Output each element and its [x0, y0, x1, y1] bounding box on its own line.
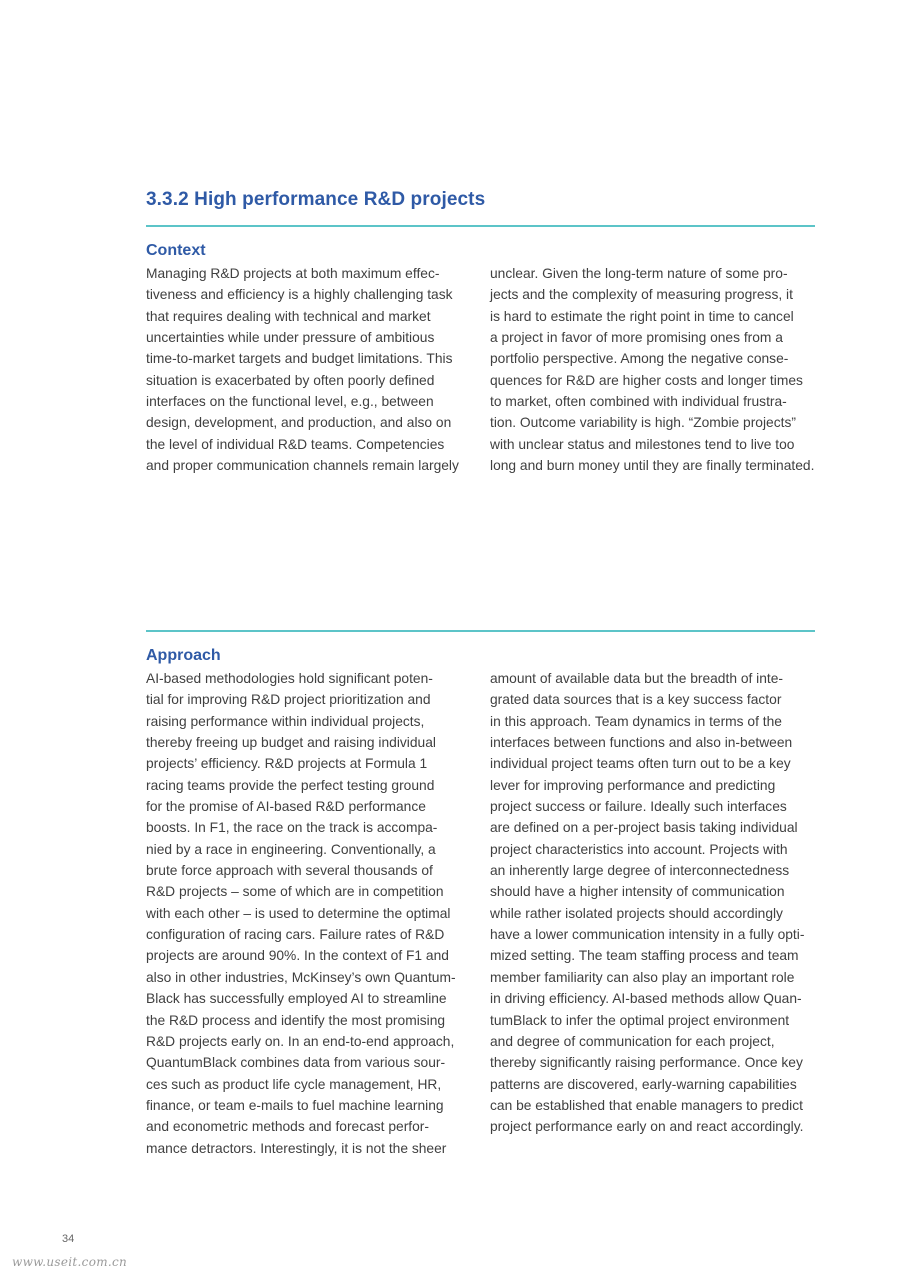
text-line: to market, often combined with individual frustra-: [490, 394, 787, 410]
text-line: patterns are discovered, early-warning capabilities: [490, 1076, 797, 1092]
text-line: tion. Outcome variability is high. “Zombie projects”: [490, 415, 796, 431]
text-line: the R&D process and identify the most promising: [146, 1012, 446, 1028]
text-line: have a lower communication intensity in a fully opti-: [490, 927, 805, 943]
text-line: projects’ efficiency. R&D projects at Formula 1: [146, 756, 428, 772]
text-line: boosts. In F1, the race on the track is accompa-: [146, 820, 438, 836]
text-line: the level of individual R&D teams. Competencies: [146, 436, 445, 452]
approach-column-right: [490, 668, 812, 1138]
text-line: portfolio perspective. Among the negative conse-: [490, 351, 789, 367]
text-line: situation is exacerbated by often poorly defined: [146, 372, 435, 388]
watermark: www.useit.com.cn: [12, 1255, 128, 1269]
text-line: jects and the complexity of measuring progress, it: [490, 287, 793, 303]
page-number: 34: [62, 1233, 75, 1245]
context-heading: Context: [146, 242, 206, 259]
text-line: for the promise of AI-based R&D performance: [146, 799, 426, 815]
text-line: uncertainties while under pressure of ambitious: [146, 330, 435, 346]
text-line: tial for improving R&D project prioritization and: [146, 692, 431, 708]
text-line: unclear. Given the long-term nature of some pro-: [490, 266, 788, 281]
text-line: and degree of communication for each project,: [490, 1033, 775, 1049]
text-line: member familiarity can also play an important role: [490, 969, 795, 985]
text-line: tiveness and efficiency is a highly challenging task: [146, 287, 453, 303]
section-title: 3.3.2 High performance R&D projects: [146, 189, 486, 210]
text-line: project success or failure. Ideally such interfaces: [490, 799, 787, 815]
text-line: interfaces between functions and also in-between: [490, 735, 793, 751]
text-line: an inherently large degree of interconnectedness: [490, 863, 790, 879]
text-line: AI-based methodologies hold significant poten-: [146, 671, 433, 686]
text-line: in driving efficiency. AI-based methods allow Quan-: [490, 991, 802, 1007]
text-line: interfaces on the functional level, e.g., between: [146, 394, 434, 410]
text-line: that requires dealing with technical and market: [146, 308, 431, 324]
text-line: Managing R&D projects at both maximum effec-: [146, 266, 440, 281]
context-column-left: [146, 263, 468, 476]
text-line: design, development, and production, and also on: [146, 415, 452, 431]
text-line: R&D projects – some of which are in competition: [146, 884, 444, 900]
text-line: while rather isolated projects should accordingly: [490, 905, 783, 921]
section-divider-top: [146, 225, 815, 227]
text-line: a project in favor of more promising ones from a: [490, 330, 783, 346]
text-line: raising performance within individual projects,: [146, 713, 425, 729]
text-line: quences for R&D are higher costs and longer times: [490, 372, 803, 388]
text-line: and econometric methods and forecast perfor-: [146, 1119, 429, 1135]
text-line: also in other industries, McKinsey’s own Quantum-: [146, 969, 456, 985]
text-line: ces such as product life cycle management, HR,: [146, 1076, 442, 1092]
text-line: time-to-market targets and budget limitations. This: [146, 351, 453, 367]
section-divider-middle: [146, 630, 815, 632]
text-line: nied by a race in engineering. Conventionally, a: [146, 841, 436, 857]
text-line: in this approach. Team dynamics in terms of the: [490, 713, 782, 729]
approach-heading: Approach: [146, 647, 221, 664]
text-line: configuration of racing cars. Failure rates of R&D: [146, 927, 445, 943]
text-line: project performance early on and react accordingly.: [490, 1119, 804, 1135]
text-line: tumBlack to infer the optimal project environment: [490, 1012, 790, 1028]
text-line: long and burn money until they are finally terminated.: [490, 458, 815, 474]
text-line: should have a higher intensity of communication: [490, 884, 785, 900]
text-line: is hard to estimate the right point in time to cancel: [490, 308, 794, 324]
approach-column-left: [146, 668, 468, 1159]
text-line: R&D projects early on. In an end-to-end approach,: [146, 1033, 455, 1049]
text-line: projects are around 90%. In the context of F1 and: [146, 948, 449, 964]
context-column-right: [490, 263, 815, 476]
text-line: mized setting. The team staffing process and team: [490, 948, 799, 964]
text-line: QuantumBlack combines data from various sour-: [146, 1055, 446, 1071]
text-line: grated data sources that is a key success factor: [490, 692, 782, 708]
text-line: with each other – is used to determine the optimal: [146, 905, 451, 921]
text-line: racing teams provide the perfect testing ground: [146, 777, 435, 793]
text-line: with unclear status and milestones tend to live too: [490, 436, 795, 452]
text-line: and proper communication channels remain largely: [146, 458, 459, 474]
text-line: brute force approach with several thousands of: [146, 863, 433, 879]
text-line: can be established that enable managers to predict: [490, 1097, 803, 1113]
text-line: individual project teams often turn out to be a key: [490, 756, 791, 772]
text-line: project characteristics into account. Projects with: [490, 841, 788, 857]
text-line: amount of available data but the breadth of inte-: [490, 671, 784, 686]
text-line: finance, or team e-mails to fuel machine learning: [146, 1097, 444, 1113]
text-line: Black has successfully employed AI to streamline: [146, 991, 447, 1007]
text-line: thereby significantly raising performance. Once key: [490, 1055, 803, 1071]
text-line: thereby freeing up budget and raising individual: [146, 735, 436, 751]
text-line: are defined on a per-project basis taking individual: [490, 820, 798, 836]
text-line: lever for improving performance and predicting: [490, 777, 776, 793]
text-line: mance detractors. Interestingly, it is not the sheer: [146, 1140, 447, 1156]
